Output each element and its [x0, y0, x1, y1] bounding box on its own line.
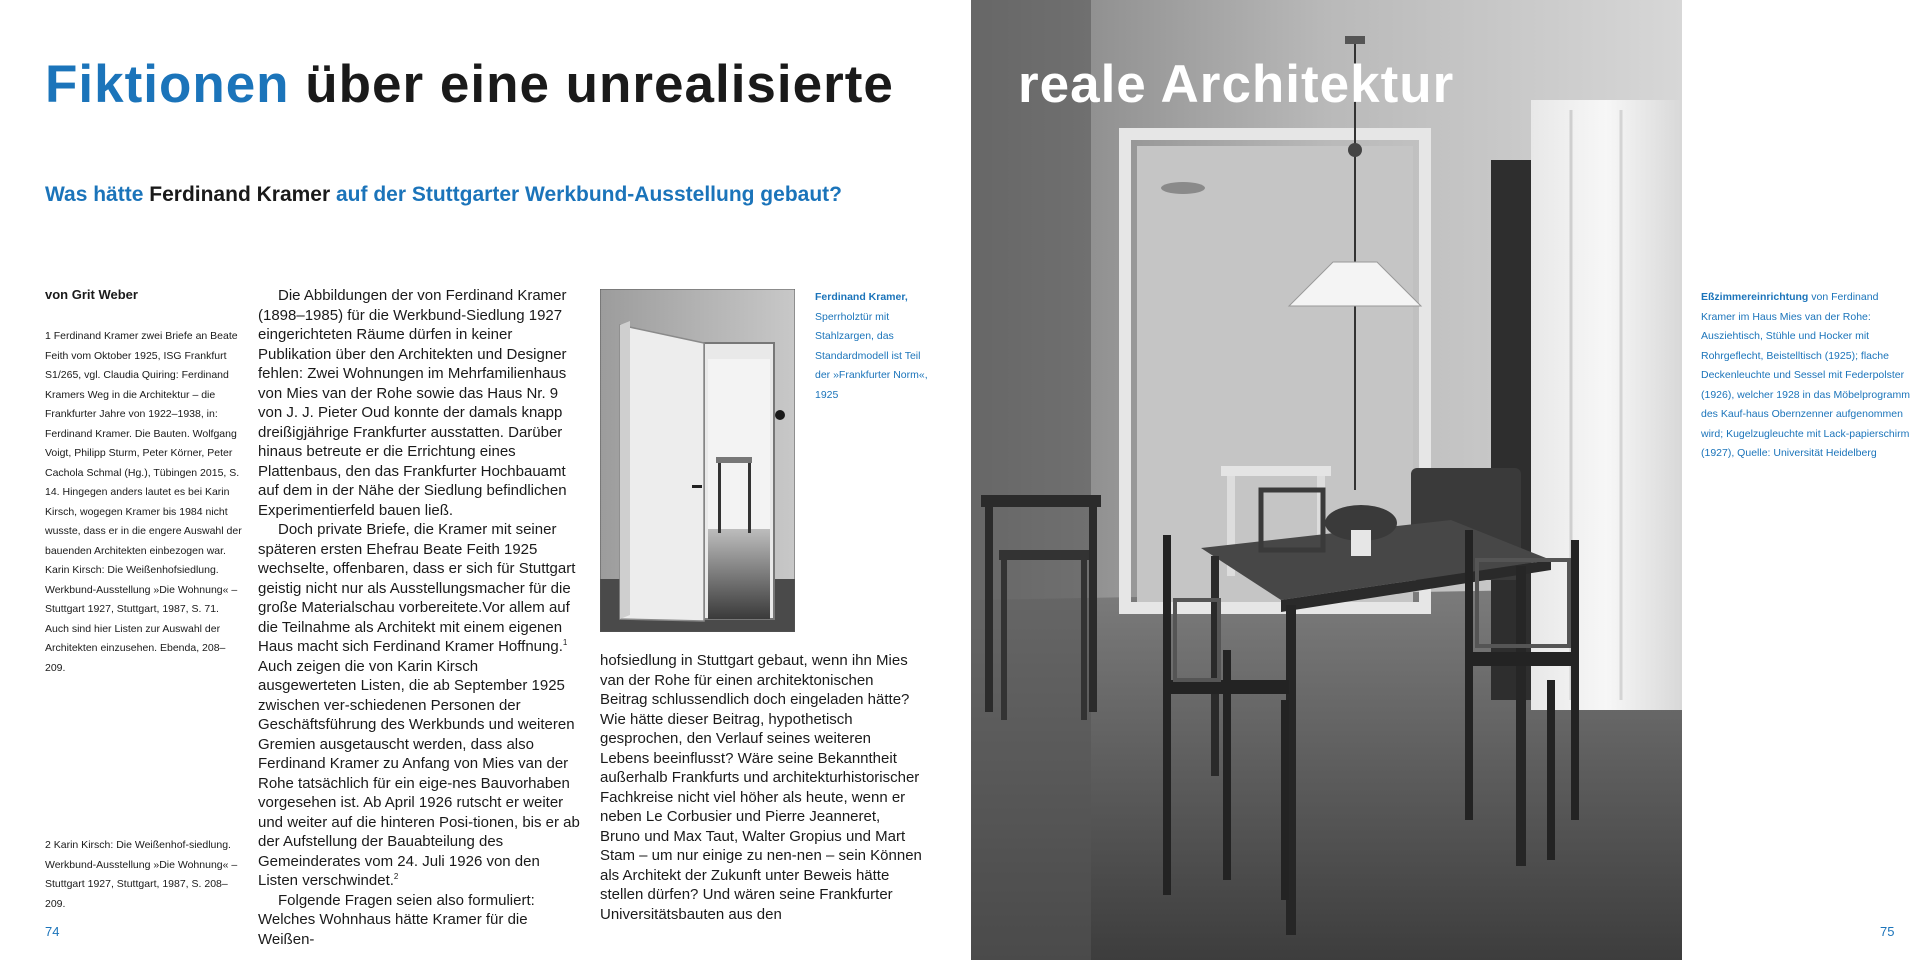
caption-bold: Eßzimmereinrichtung [1701, 291, 1809, 303]
paragraph [258, 520, 580, 891]
body-column-1 [258, 286, 580, 949]
author-byline: von Grit Weber [45, 287, 138, 302]
door-photo-caption [815, 288, 930, 405]
subtitle-part1: Was hätte [45, 183, 144, 206]
footnote-ref[interactable]: 1 [562, 638, 568, 647]
page-number-right: 75 [1880, 924, 1895, 939]
room-photo-caption [1701, 288, 1911, 464]
paragraph: Folgende Fragen seien also formuliert: Welches Wohnhaus hätte Kramer für die Weißen- [258, 891, 535, 948]
body-column-2 [600, 651, 922, 924]
subtitle-name: Ferdinand Kramer [149, 183, 331, 206]
footnote-2: 2 Karin Kirsch: Die Weißenhof-siedlung. Werkbund-Ausstellung »Die Wohnung« – Stuttgart 1927, Stuttgart, 1987, S. 208–209. [45, 839, 238, 910]
subtitle [45, 180, 842, 210]
footnote-ref[interactable]: 2 [393, 872, 399, 881]
paragraph: Die Abbildungen der von Ferdinand Kramer (1898–1985) für die Werkbund-Siedlung 1927 eingerichteten Räume dürfen in keiner Publikation über den Architekten und Designer fehlen: Zwei Wohnungen im Mehrfamilienhaus von Mies van der Rohe sowie das Haus Nr. 9 von J. J. Pieter Oud konnte der damals knapp dreißigjährige Frankfurter ausstatten. Darüber hinaus betreute er die Errichtung eines Plattenbaus, den das Frankfurter Hochbauamt auf dem in der Nähe der Siedlung befindlichen Experimentierfeld bauen ließ. [258, 287, 567, 519]
footnote-1: 1 Ferdinand Kramer zwei Briefe an Beate Feith vom Oktober 1925, ISG Frankfurt S1/265, vgl. Claudia Quiring: Ferdinand Kramers Weg in die Architektur – die Frankfurter Jahre von 1922–1938, in: Ferdinand Kramer. Die Bauten. Wolfgang Voigt, Philipp Sturm, Peter Körner, Peter Cachola Schmal (Hg.), Tübingen 2015, S. 14. Hingegen anders lautet es bei Karin Kirsch, wogegen Kramer bis 1984 nicht wusste, dass er in die engere Auswahl der bauenden Architekten einbezogen war. Karin Kirsch: Die Weißenhofsiedlung. Werkbund-Ausstellung »Die Wohnung« – Stuttgart 1927, Stuttgart, 1987, S. 71. Auch sind hier Listen zur Auswahl der Architekten einzusehen. Ebenda, 208–209. [45, 330, 242, 674]
page-number-left: 74 [45, 924, 60, 939]
caption-text: von Ferdinand Kramer im Haus Mies van der Rohe: Ausziehtisch, Stühle und Hocker mit Rohrgeflecht, Beistelltisch (1925); flache Deckenleuchte und Sessel mit Federpolster (1926), welcher 1928 in das Möbelprogramm des Kauf-haus Obernzenner aufgenommen wird; Kugelzugleuchte mit Lack-papierschirm (1927), Quelle: Universität Heidelberg [1701, 291, 1910, 459]
dining-room-photo [971, 0, 1682, 960]
paragraph-text: Doch private Briefe, die Kramer mit seiner späteren ersten Ehefrau Beate Feith 1925 wechselte, offenbaren, dass er sich für Stuttgart geistig nicht nur als Ausstellungsmacher für die große Materialschau vorbereitete.Vor allem auf die Teilnahme als Architekt mit einem eigenen Haus macht sich Ferdinand Kramer Hoffnung. [258, 521, 576, 655]
paragraph: hofsiedlung in Stuttgart gebaut, wenn ihn Mies van der Rohe für einen architektonischen Beitrag schlussendlich doch eingeladen hätte? Wie hätte dieser Beitrag, hypothetisch gesprochen, den Verlauf seines weiteren Lebens beeinflusst? Wäre seine Bekanntheit außerhalb Frankfurts und architekturhistorischer Fachkreise nicht viel höher als heute, wenn er neben Le Corbusier und Pierre Jeanneret, Bruno und Max Taut, Walter Gropius und Mart Stam – um nur einige zu nen-nen – sein Können als Architekt der Zukunft unter Beweis hätte stellen dürfen? Und wären seine Frankfurter Universitätsbauten aus den [600, 652, 922, 923]
caption-bold: Ferdinand Kramer, [815, 291, 908, 303]
door-photo [600, 289, 795, 632]
title-rest: über eine unrealisierte [305, 55, 894, 114]
subtitle-part2: auf der Stuttgarter Werkbund-Ausstellung gebaut? [336, 183, 842, 206]
title-highlight: Fiktionen [45, 55, 290, 114]
title-left [45, 52, 894, 118]
paragraph-text: Auch zeigen die von Karin Kirsch ausgewerteten Listen, die ab September 1925 zwischen ver-schiedenen Personen der Geschäftsführung des Werkbunds und weiteren Gremien ausgetauscht werden, dass also Ferdinand Kramer zu Anfang von Mies van der Rohe tatsächlich für ein eige-nes Bauvorhaben vorgesehen ist. Ab April 1926 rutscht er weiter und weiter auf die hinteren Posi-tionen, bis er ab der Aufstellung der Bauabteilung des Gemeinderates vom 24. Juli 1926 von den Listen verschwindet. [258, 657, 580, 889]
title-right: reale Architektur [1018, 55, 1455, 114]
caption-text: Sperrholztür mit Stahlzargen, das Standardmodell ist Teil der »Frankfurter Norm«, 1925 [815, 310, 928, 401]
